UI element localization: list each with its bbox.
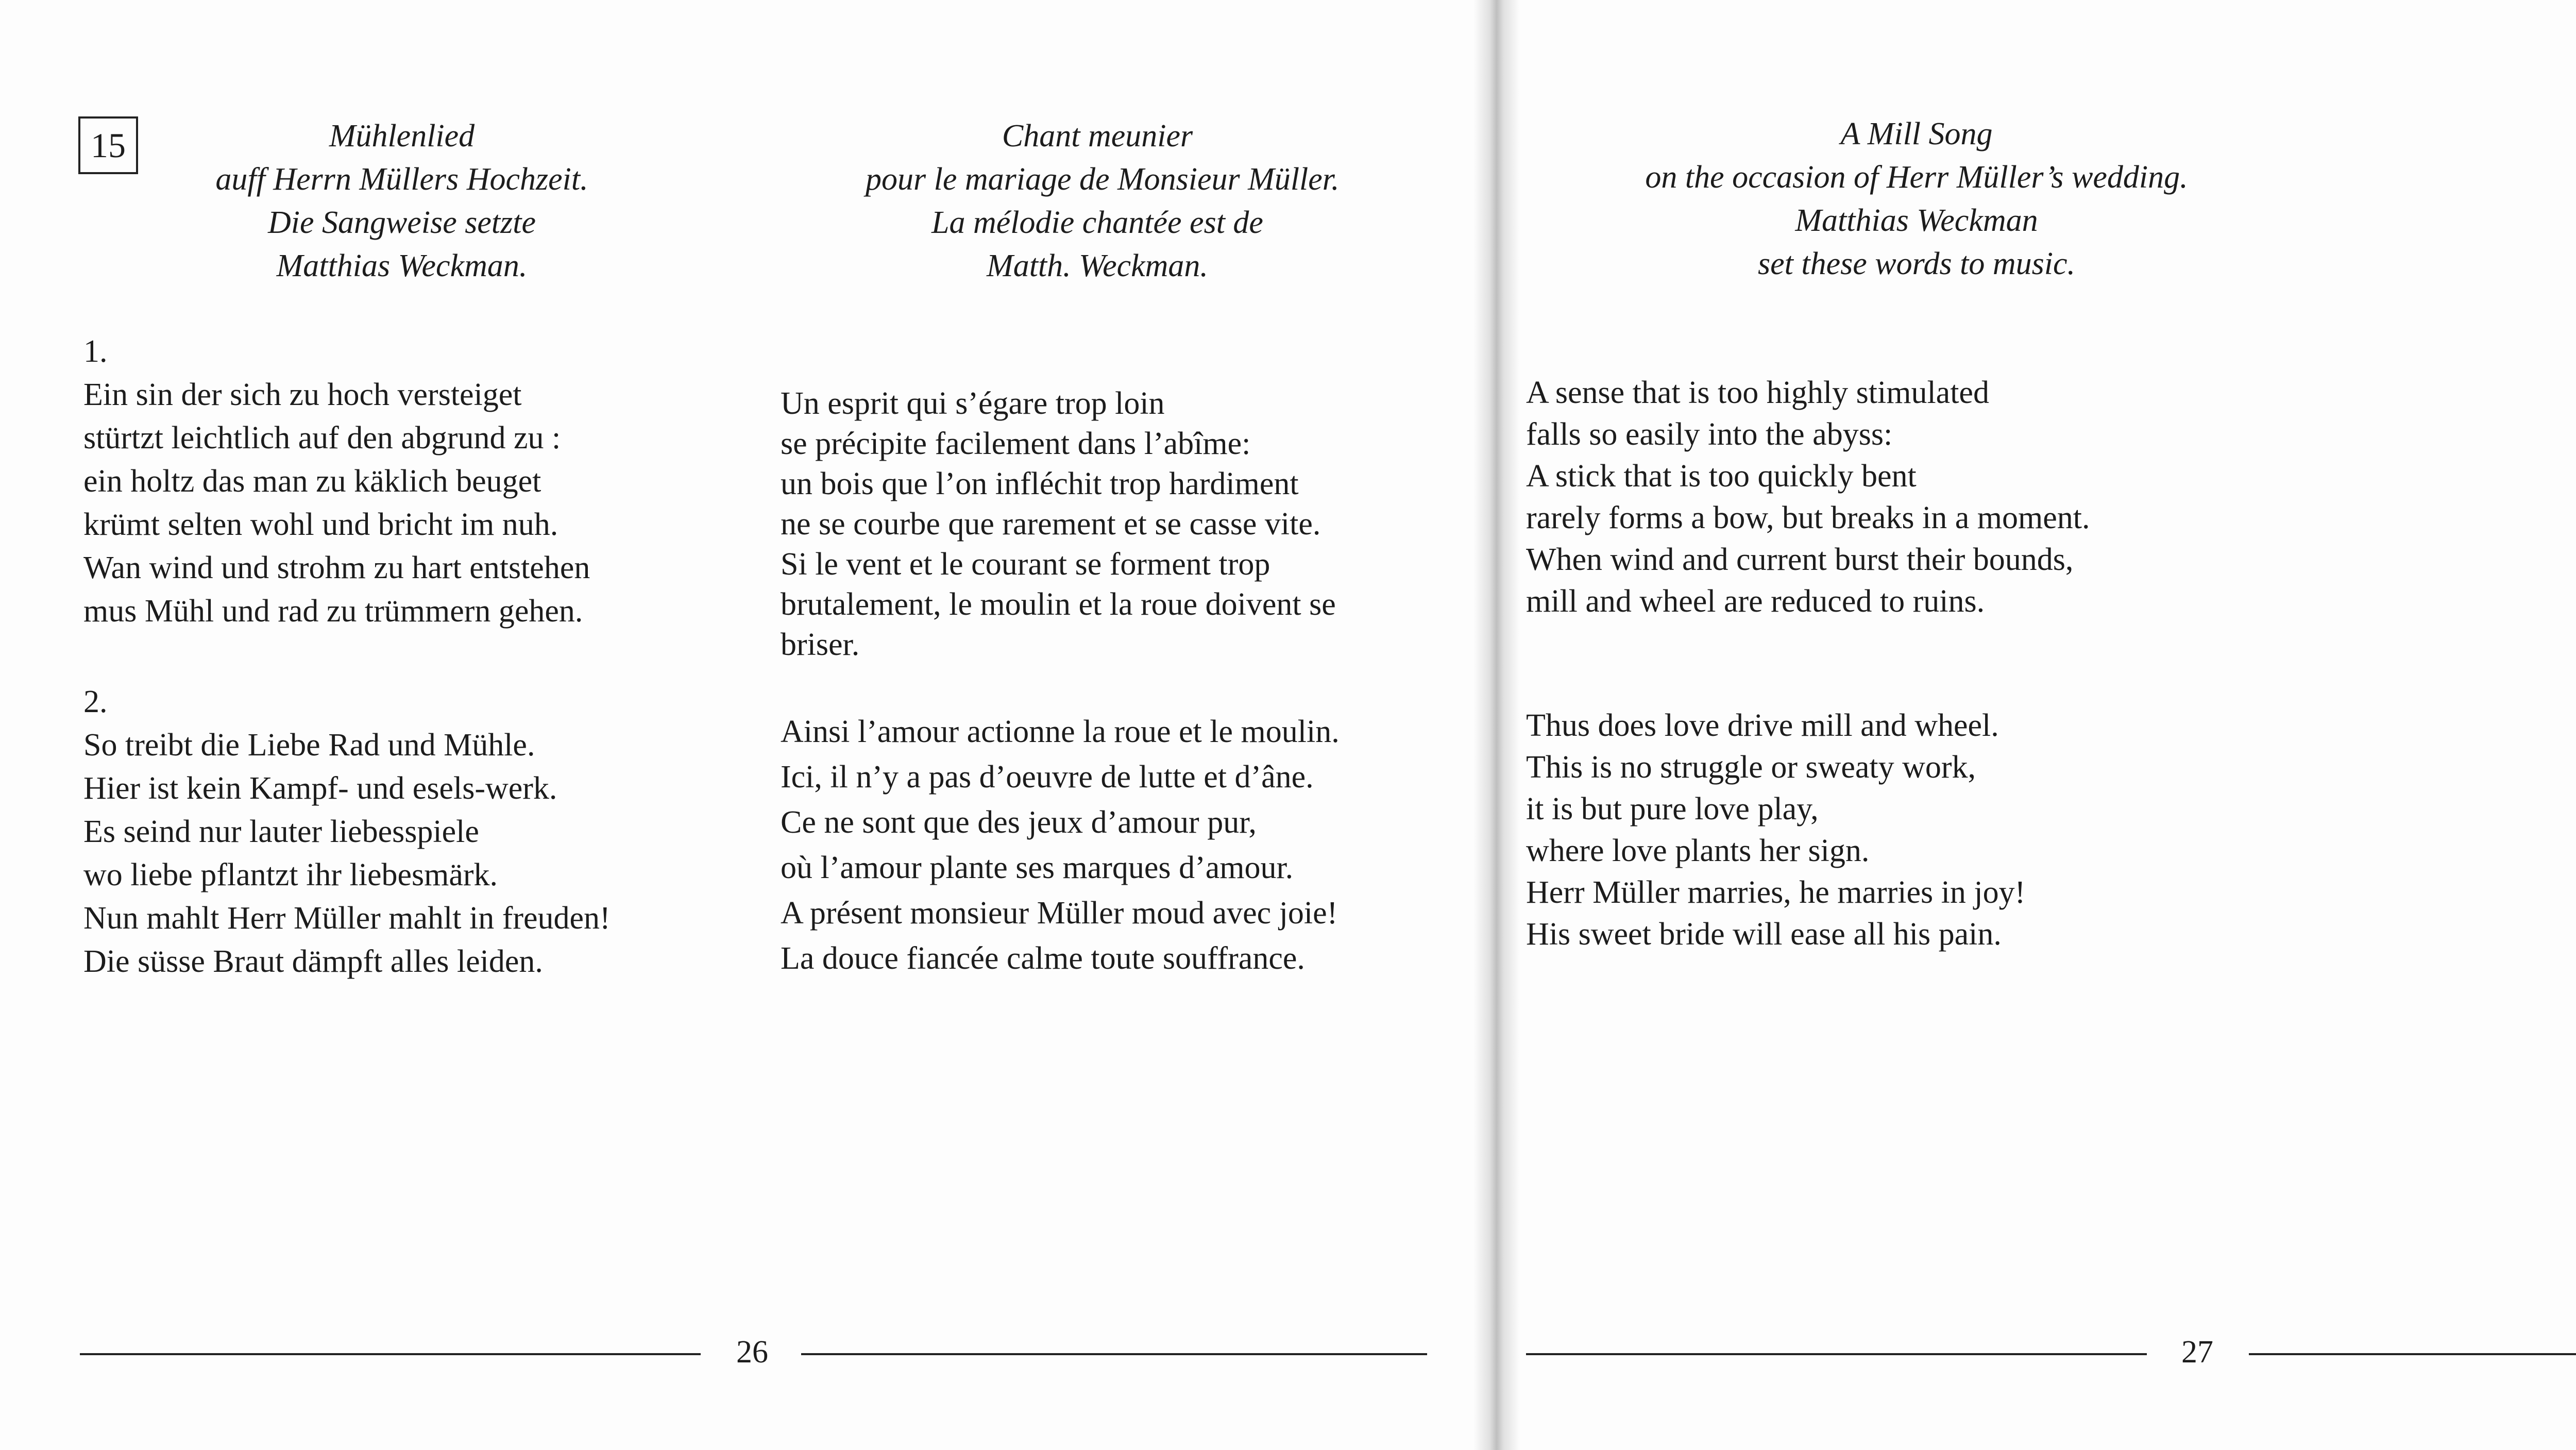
book-gutter-shadow <box>1473 0 1520 1450</box>
english-heading-line: A Mill Song <box>1840 116 1993 151</box>
verse-line: mus Mühl und rad zu trümmern gehen. <box>83 594 583 629</box>
verse-line: Es seind nur lauter liebesspiele <box>83 814 479 849</box>
verse-line: it is but pure love play, <box>1526 791 1819 827</box>
german-heading-line: Mühlenlied <box>329 119 475 154</box>
page-number-left: 26 <box>736 1335 768 1370</box>
footer-rule-left-a <box>80 1353 701 1355</box>
verse-line: briser. <box>781 627 860 662</box>
verse-line: wo liebe pflantzt ihr liebesmärk. <box>83 857 498 892</box>
verse-line: Thus does love drive mill and wheel. <box>1526 708 1999 743</box>
french-heading-line: pour le mariage de Monsieur Müller. <box>866 162 1340 197</box>
german-heading-line: Die Sangweise setzte <box>267 205 536 240</box>
verse-line: se précipite facilement dans l’abîme: <box>781 426 1251 461</box>
english-stanza-1 <box>1526 372 2090 622</box>
verse-line: Hier ist kein Kampf- und esels-werk. <box>83 771 557 806</box>
verse-line: Ici, il n’y a pas d’oeuvre de lutte et d’âne. <box>781 760 1314 795</box>
verse-line: Herr Müller marries, he marries in joy! <box>1526 875 2026 910</box>
verse-line: Ein sin der sich zu hoch versteiget <box>83 377 522 412</box>
stanza-number: 2. <box>83 684 108 719</box>
footer-rule-right-a <box>1526 1353 2147 1355</box>
verse-line: un bois que l’on infléchit trop hardiment <box>781 466 1299 501</box>
verse-line: So treibt die Liebe Rad und Mühle. <box>83 728 535 763</box>
track-number-box: 15 <box>78 116 138 174</box>
french-stanza-1 <box>781 383 1336 665</box>
french-heading <box>866 114 1340 288</box>
footer-rule-left-b <box>801 1353 1427 1355</box>
verse-line: ein holtz das man zu käklich beuget <box>83 464 541 499</box>
french-heading-line: La mélodie chantée est de <box>931 205 1263 240</box>
verse-line: A stick that is too quickly bent <box>1526 459 1917 494</box>
stanza-number: 1. <box>83 334 108 369</box>
verse-line: brutalement, le moulin et la roue doivent se <box>781 587 1336 622</box>
verse-line: When wind and current burst their bounds, <box>1526 542 2074 577</box>
german-heading <box>170 114 634 288</box>
page-number-right: 27 <box>2181 1335 2213 1370</box>
verse-line: where love plants her sign. <box>1526 833 1870 868</box>
english-heading <box>1582 112 2251 285</box>
verse-line: Wan wind und strohm zu hart entstehen <box>83 550 590 585</box>
french-stanza-2 <box>781 709 1340 981</box>
verse-line: This is no struggle or sweaty work, <box>1526 750 1976 785</box>
english-stanza-2 <box>1526 705 2025 955</box>
verse-line: stürtzt leichtlich auf den abgrund zu : <box>83 420 561 456</box>
german-heading-line: Matthias Weckman. <box>276 248 528 283</box>
verse-line: Die süsse Braut dämpft alles leiden. <box>83 944 543 979</box>
verse-line: falls so easily into the abyss: <box>1526 417 1893 452</box>
verse-line: La douce fiancée calme toute souffrance. <box>781 941 1305 976</box>
verse-line: mill and wheel are reduced to ruins. <box>1526 584 1985 619</box>
french-heading-line: Chant meunier <box>1002 119 1193 154</box>
verse-line: ne se courbe que rarement et se casse vite. <box>781 507 1321 542</box>
english-heading-line: on the occasion of Herr Müller’s wedding. <box>1645 160 2188 195</box>
german-heading-line: auff Herrn Müllers Hochzeit. <box>215 162 588 197</box>
verse-line: où l’amour plante ses marques d’amour. <box>781 850 1294 885</box>
verse-line: Si le vent et le courant se forment trop <box>781 547 1270 582</box>
footer-rule-right-b <box>2249 1353 2576 1355</box>
verse-line: Un esprit qui s’égare trop loin <box>781 386 1165 421</box>
verse-line: Ce ne sont que des jeux d’amour pur, <box>781 805 1257 840</box>
english-heading-line: set these words to music. <box>1758 246 2075 281</box>
verse-line: krümt selten wohl und bricht im nuh. <box>83 507 558 542</box>
verse-line: A sense that is too highly stimulated <box>1526 375 1989 410</box>
verse-line: Nun mahlt Herr Müller mahlt in freuden! <box>83 901 611 936</box>
german-stanza-2 <box>83 680 611 983</box>
german-stanza-1 <box>83 330 590 633</box>
verse-line: A présent monsieur Müller moud avec joie! <box>781 896 1338 931</box>
verse-line: Ainsi l’amour actionne la roue et le moulin. <box>781 714 1340 749</box>
french-heading-line: Matth. Weckman. <box>987 248 1208 283</box>
english-heading-line: Matthias Weckman <box>1795 203 2038 238</box>
verse-line: rarely forms a bow, but breaks in a moment. <box>1526 500 2090 535</box>
verse-line: His sweet bride will ease all his pain. <box>1526 917 2002 952</box>
